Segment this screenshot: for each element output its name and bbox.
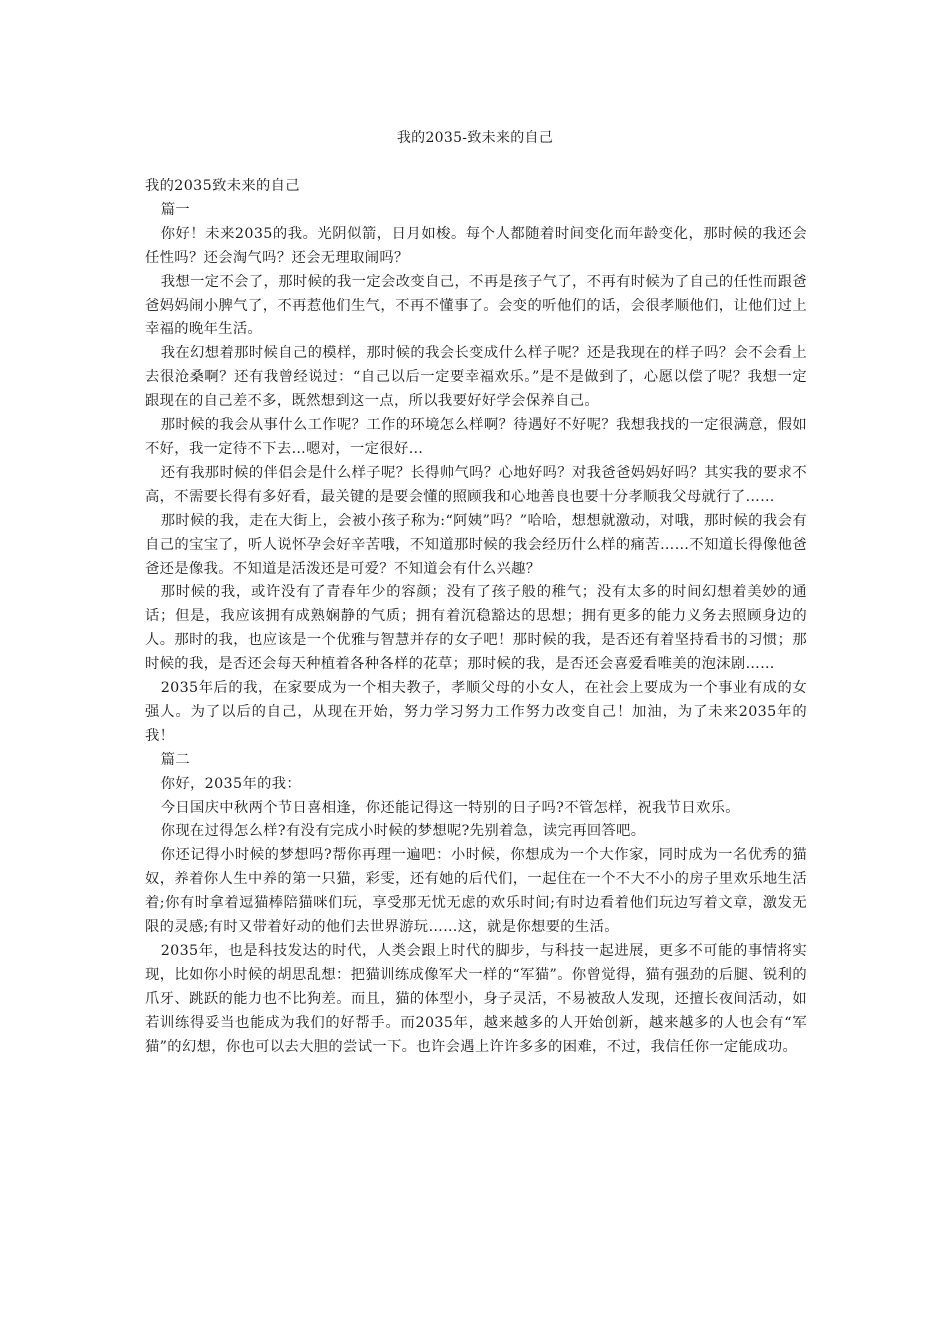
section-heading: 篇二 — [160, 751, 191, 768]
paragraph: 你还记得小时候的梦想吗?帮你再理一遍吧：小时候，你想成为一个大作家，同时成为一名优秀的猫奴，养着你人生中养的第一只猫，彩雯，还有她的后代们，一起住在一个不大不小的房子里欢乐地生活着;你有时拿着逗猫棒陪猫咪们玩，享受那无忧无虑的欢乐时间;有时边看着他们玩边写着文章，激发无限的灵感;有时又带着好动的他们去世界游玩……这，就是你想要的生活。 — [145, 847, 807, 936]
paragraph: 你现在过得怎么样?有没有完成小时候的梦想呢?先别着急，读完再回答吧。 — [160, 823, 646, 840]
paragraph: 那时候的我，或许没有了青春年少的容颜；没有了孩子般的稚气；没有太多的时间幻想着美妙的通话；但是，我应该拥有成熟娴静的气质；拥有着沉稳豁达的思想；拥有更多的能力义务去照顾身边的人。那时的我，也应该是一个优雅与智慧并存的女子吧！那时候的我，是否还有着坚持看书的习惯；那时候的我，是否还会每天种植着各种各样的花草；那时候的我，是否还会喜爱看唯美的泡沫剧…… — [145, 584, 807, 673]
paragraph: 你好，2035年的我： — [160, 775, 302, 792]
document-body — [145, 175, 807, 1060]
paragraph: 我在幻想着那时候自己的模样，那时候的我会长变成什么样子呢？还是我现在的样子吗？会不会看上去很沧桑啊？还有我曾经说过：“自己以后一定要幸福欢乐。”是不是做到了，心愿以偿了呢？我想一定跟现在的自己差不多，既然想到这一点，所以我要好好学会保养自己。 — [145, 345, 807, 410]
paragraph: 我想一定不会了，那时候的我一定会改变自己，不再是孩子气了，不再有时候为了自己的任性而跟爸爸妈妈闹小脾气了，不再惹他们生气，不再不懂事了。会变的听他们的话，会很孝顺他们，让他们过上幸福的晚年生活。 — [145, 273, 807, 338]
document-heading: 我的2035致未来的自己 — [145, 178, 300, 194]
paragraph: 还有我那时候的伴侣会是什么样子呢？长得帅气吗？心地好吗？对我爸爸妈妈好吗？其实我的要求不高，不需要长得有多好看，最关键的是要会懂的照顾我和心地善良也要十分孝顺我父母就行了…… — [145, 464, 807, 505]
paragraph: 2035年后的我，在家要成为一个相夫教子，孝顺父母的小女人，在社会上要成为一个事业有成的女强人。为了以后的自己，从现在开始，努力学习努力工作努力改变自己！加油，为了未来2035年的我！ — [145, 680, 807, 744]
document-title: 我的2035-致未来的自己 — [396, 130, 554, 146]
paragraph: 那时候的我会从事什么工作呢？工作的环境怎么样啊？待遇好不好呢？我想我找的一定很满意，假如不好，我一定待不下去…嗯对，一定很好… — [145, 417, 807, 457]
paragraph: 那时候的我，走在大街上，会被小孩子称为:“阿姨”吗？”哈哈，想想就激动，对哦，那时候的我会有自己的宝宝了，听人说怀孕会好辛苦哦，不知道那时候的我会经历什么样的痛苦……不知道长得像他爸爸还是像我。不知道是活泼还是可爱？不知道会有什么兴趣？ — [145, 512, 807, 577]
paragraph: 2035年，也是科技发达的时代，人类会跟上时代的脚步，与科技一起进展，更多不可能的事情将实现，比如你小时候的胡思乱想：把猫训练成像军犬一样的“军猫”。你曾觉得，猫有强劲的后腿、锐利的爪牙、跳跃的能力也不比狗差。而且，猫的体型小，身子灵活，不易被敌人发现，还擅长夜间活动，如若训练得妥当也能成为我们的好帮手。而2035年，越来越多的人开始创新，越来越多的人也会有“军 猫”的幻想，你也可以去大胆的尝试一下。也许会遇上许许多多的困难，不过，我信任你一定能成功。 — [145, 943, 807, 1055]
section-heading: 篇一 — [160, 201, 191, 218]
paragraph: 今日国庆中秋两个节日喜相逢，你还能记得这一特别的日子吗?不管怎样，祝我节日欢乐。 — [160, 799, 740, 816]
paragraph: 你好！未来2035的我。光阴似箭，日月如梭。每个人都随着时间变化而年龄变化，那时候的我还会任性吗？还会淘气吗？还会无理取闹吗？ — [145, 225, 807, 266]
